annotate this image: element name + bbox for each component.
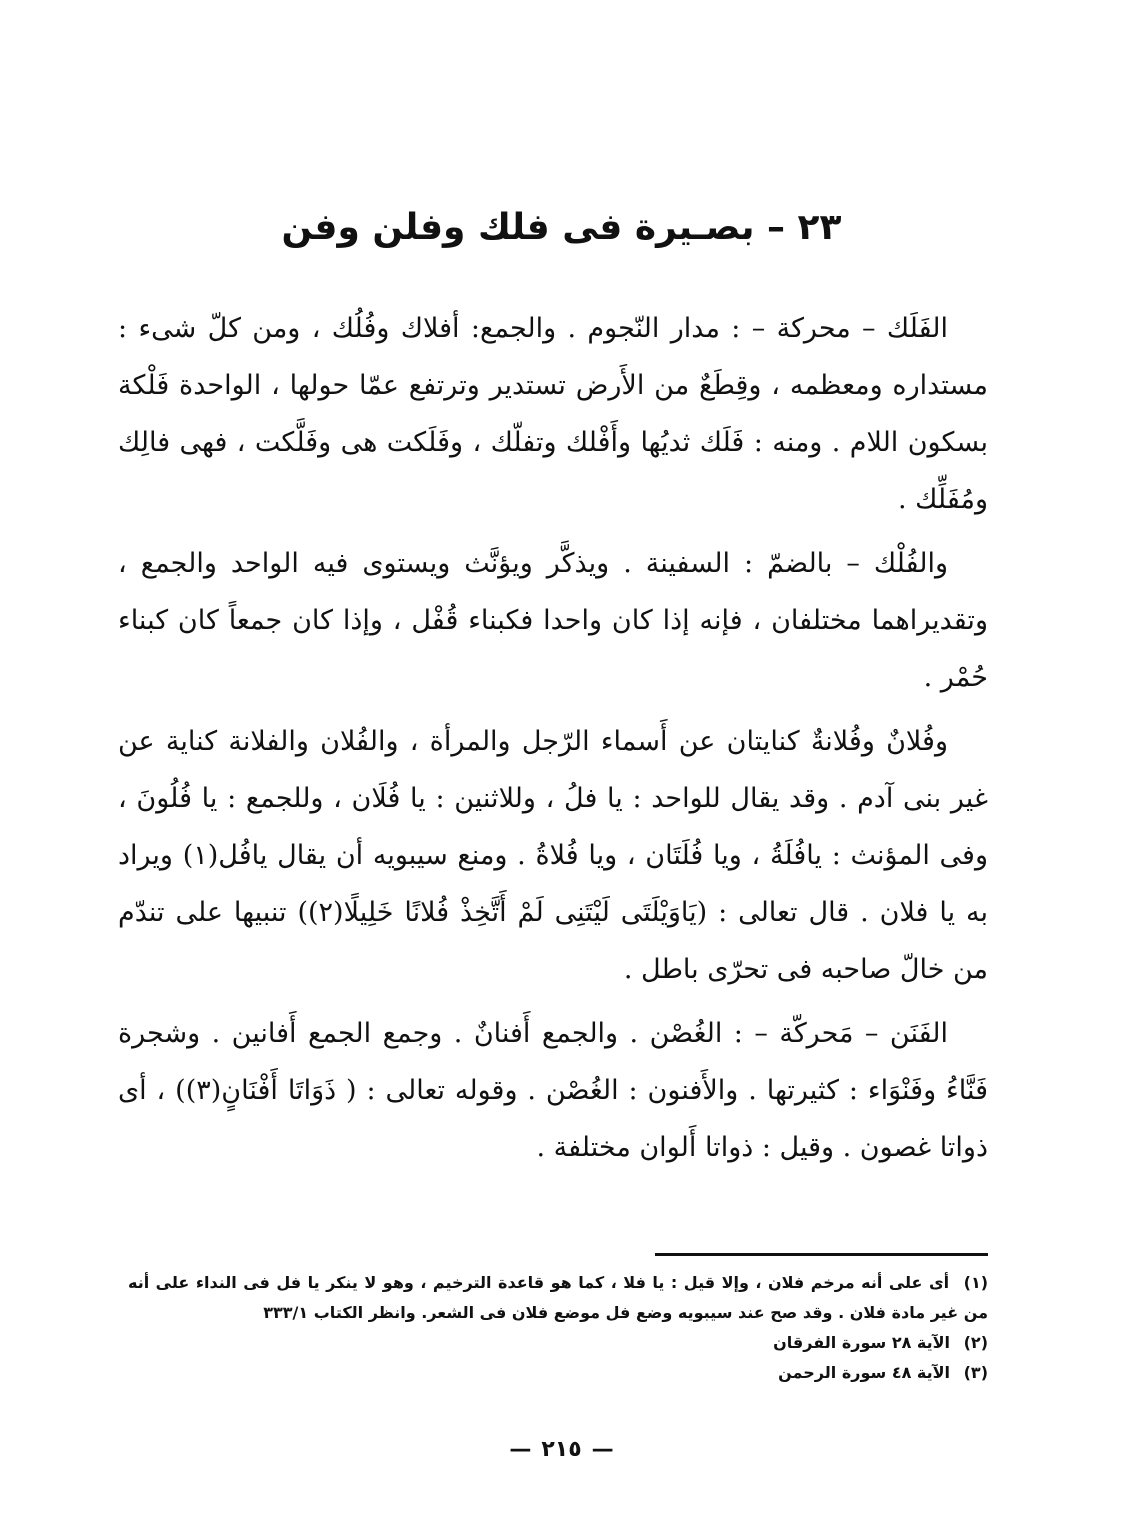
paragraph-fulan: وفُلانٌ وفُلانةٌ كنايتان عن أَسماء الرّجل والمرأة ، والفُلان والفلانة كناية عن غير بنى آدم . وقد يقال للواحد : يا فلُ ، وللاثنين : يا فُلَان ، وللجمع : يا فُلُونَ ، وفى المؤنث : يافُلَةُ ، ويا فُلَتَان ، ويا فُلاةُ . ومنع سيبويه أن يقال يافُل(١) ويراد به يا فلان . قال تعالى : (يَاوَيْلَتَى لَيْتَنِى لَمْ أَتَّخِذْ فُلانًا خَلِيلًا(٢)) تنبيها على تندّم من خالّ صاحبه فى تحرّى باطل .	[118, 726, 989, 985]
footnote-2	[128, 1328, 988, 1358]
footnote-1	[128, 1268, 988, 1328]
paragraph-falak: الفَلَك – محركة – : مدار النّجوم . والجمع: أفلاك وفُلُك ، ومن كلّ شىء : مستداره ومعظمه ، وقِطَعٌ من الأَرض تستدير وترتفع عمّا حولها ، الواحدة فَلْكة بسكون اللام . ومنه : فَلَك ثديُها وأَفْلك وتفلّك ، وفَلَكت هى وفَلَّكت ، فهى فالِك ومُفَلِّك .	[118, 313, 988, 515]
main-text	[118, 300, 988, 1183]
footnote-3	[128, 1358, 988, 1388]
footnotes	[128, 1268, 988, 1388]
page-number-dash-left: —	[509, 1437, 532, 1462]
footnote-1-text: أى على أنه مرخم فلان ، وإلا قيل : يا فلا ، كما هو قاعدة الترخيم ، وهو لا ينكر يا فل فى النداء على أنه من غير مادة فلان . وقد صح عند سيبويه وضع فل موضع فلان فى الشعر. وانظر الكتاب ٣٣٣/١	[128, 1273, 988, 1322]
page-number-dash-right: —	[591, 1437, 614, 1462]
paragraph-fanan: الفَنَن – مَحركّة – : الغُصْن . والجمع أَفنانٌ . وجمع الجمع أَفانين . وشجرة فَنَّاءُ وفَنْوَاء : كثيرتها . والأَفنون : الغُصْن . وقوله تعالى : ( ذَوَاتَا أَفْنَانٍ(٣)) ، أى ذواتا غصون . وقيل : ذواتا أَلوان مختلفة .	[118, 1018, 988, 1163]
footnote-3-text: الآية ٤٨ سورة الرحمن	[778, 1363, 951, 1382]
footnote-3-number: (٣)	[963, 1363, 988, 1382]
paragraph-fulk: والفُلْك – بالضمّ : السفينة . ويذكَّر ويؤنَّث ويستوى فيه الواحد والجمع ، وتقديراهما مختلفان ، فإنه إذا كان واحدا فكبناء قُفْل ، وإذا كان جمعاً كان كبناء حُمْر .	[118, 548, 988, 693]
footnote-2-number: (٢)	[963, 1333, 988, 1352]
section-title: ٢٣ – بصـيرة فى فلك وفلن وفن	[281, 207, 842, 248]
footnote-1-number: (١)	[963, 1273, 989, 1292]
page-number	[450, 1430, 673, 1470]
footnote-2-text: الآية ٢٨ سورة الفرقان	[773, 1333, 951, 1352]
footnote-separator	[655, 1253, 988, 1256]
page-number-value: ٢١٥	[541, 1437, 582, 1462]
